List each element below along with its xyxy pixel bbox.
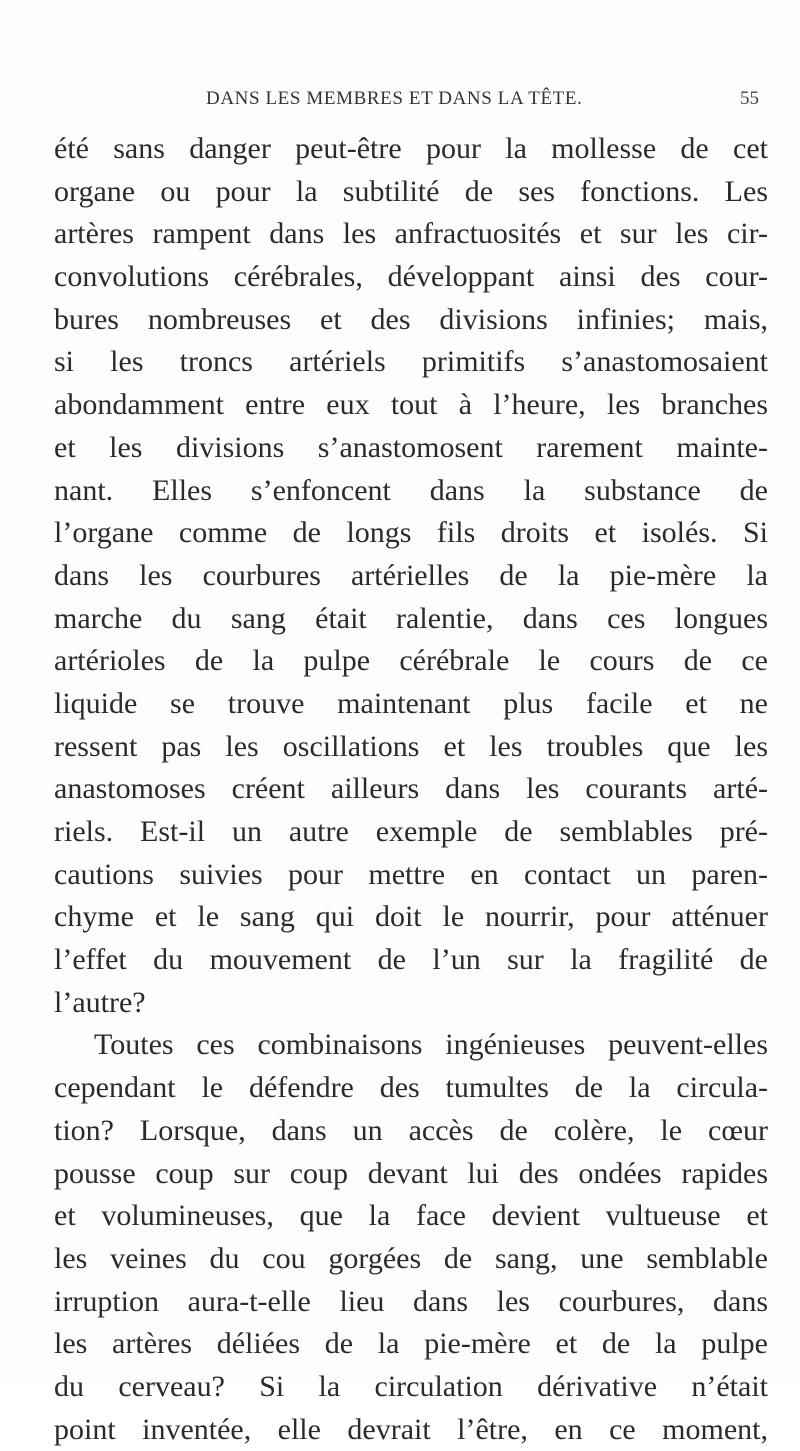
- text-line: tion? Lorsque, dans un accès de colère, le cœur: [54, 1113, 768, 1147]
- text-line: bures nombreuses et des divisions infinies; mais,: [54, 302, 768, 336]
- text-line: l’autre?: [54, 985, 146, 1019]
- text-line: dans les courbures artérielles de la pie-mère la: [54, 558, 768, 592]
- text-line: organe ou pour la subtilité de ses fonctions. Les: [54, 174, 768, 208]
- text-line: si les troncs artériels primitifs s’anastomosaient: [54, 345, 768, 379]
- text-line: cautions suivies pour mettre en contact un paren-: [54, 857, 768, 891]
- text-line: irruption aura-t-elle lieu dans les courbures, dans: [54, 1284, 768, 1318]
- text-line: les artères déliées de la pie-mère et de la pulpe: [54, 1327, 768, 1361]
- text-line: convolutions cérébrales, développant ainsi des cour-: [54, 260, 768, 294]
- text-line: ressent pas les oscillations et les troubles que les: [54, 729, 768, 763]
- running-title: DANS LES MEMBRES ET DANS LA TÊTE.: [206, 88, 583, 109]
- text-line: anastomoses créent ailleurs dans les courants arté-: [54, 772, 768, 806]
- text-line: Toutes ces combinaisons ingénieuses peuvent-elles: [94, 1028, 768, 1062]
- text-line: été sans danger peut-être pour la mollesse de cet: [54, 132, 768, 165]
- text-line: riels. Est-il un autre exemple de semblables pré-: [54, 815, 768, 848]
- text-line: l’organe comme de longs fils droits et isolés. Si: [54, 516, 768, 550]
- text-line: abondamment entre eux tout à l’heure, les branches: [54, 388, 768, 422]
- text-line: artères rampent dans les anfractuosités et sur les cir-: [54, 217, 768, 251]
- text-line: du cerveau? Si la circulation dérivative n’était: [54, 1369, 768, 1403]
- text-line: artérioles de la pulpe cérébrale le cours de ce: [54, 644, 768, 678]
- text-line: pousse coup sur coup devant lui des ondées rapides: [54, 1156, 768, 1190]
- running-head: [60, 88, 760, 118]
- text-line: cependant le défendre des tumultes de la circula-: [54, 1071, 768, 1105]
- text-line: liquide se trouve maintenant plus facile et ne: [54, 686, 768, 720]
- body-text: [54, 128, 768, 1451]
- text-line: chyme et le sang qui doit le nourrir, pour atténuer: [54, 900, 768, 934]
- text-line: nant. Elles s’enfoncent dans la substance de: [54, 473, 768, 507]
- text-line: les veines du cou gorgées de sang, une semblable: [54, 1241, 768, 1275]
- text-line: l’effet du mouvement de l’un sur la fragilité de: [54, 943, 768, 977]
- text-line: et les divisions s’anastomosent rarement mainte-: [54, 430, 768, 464]
- text-line: marche du sang était ralentie, dans ces longues: [54, 601, 768, 635]
- page-number: 55: [740, 88, 759, 109]
- text-line: et volumineuses, que la face devient vultueuse et: [54, 1199, 768, 1233]
- text-line: point inventée, elle devrait l’être, en ce moment,: [54, 1412, 768, 1446]
